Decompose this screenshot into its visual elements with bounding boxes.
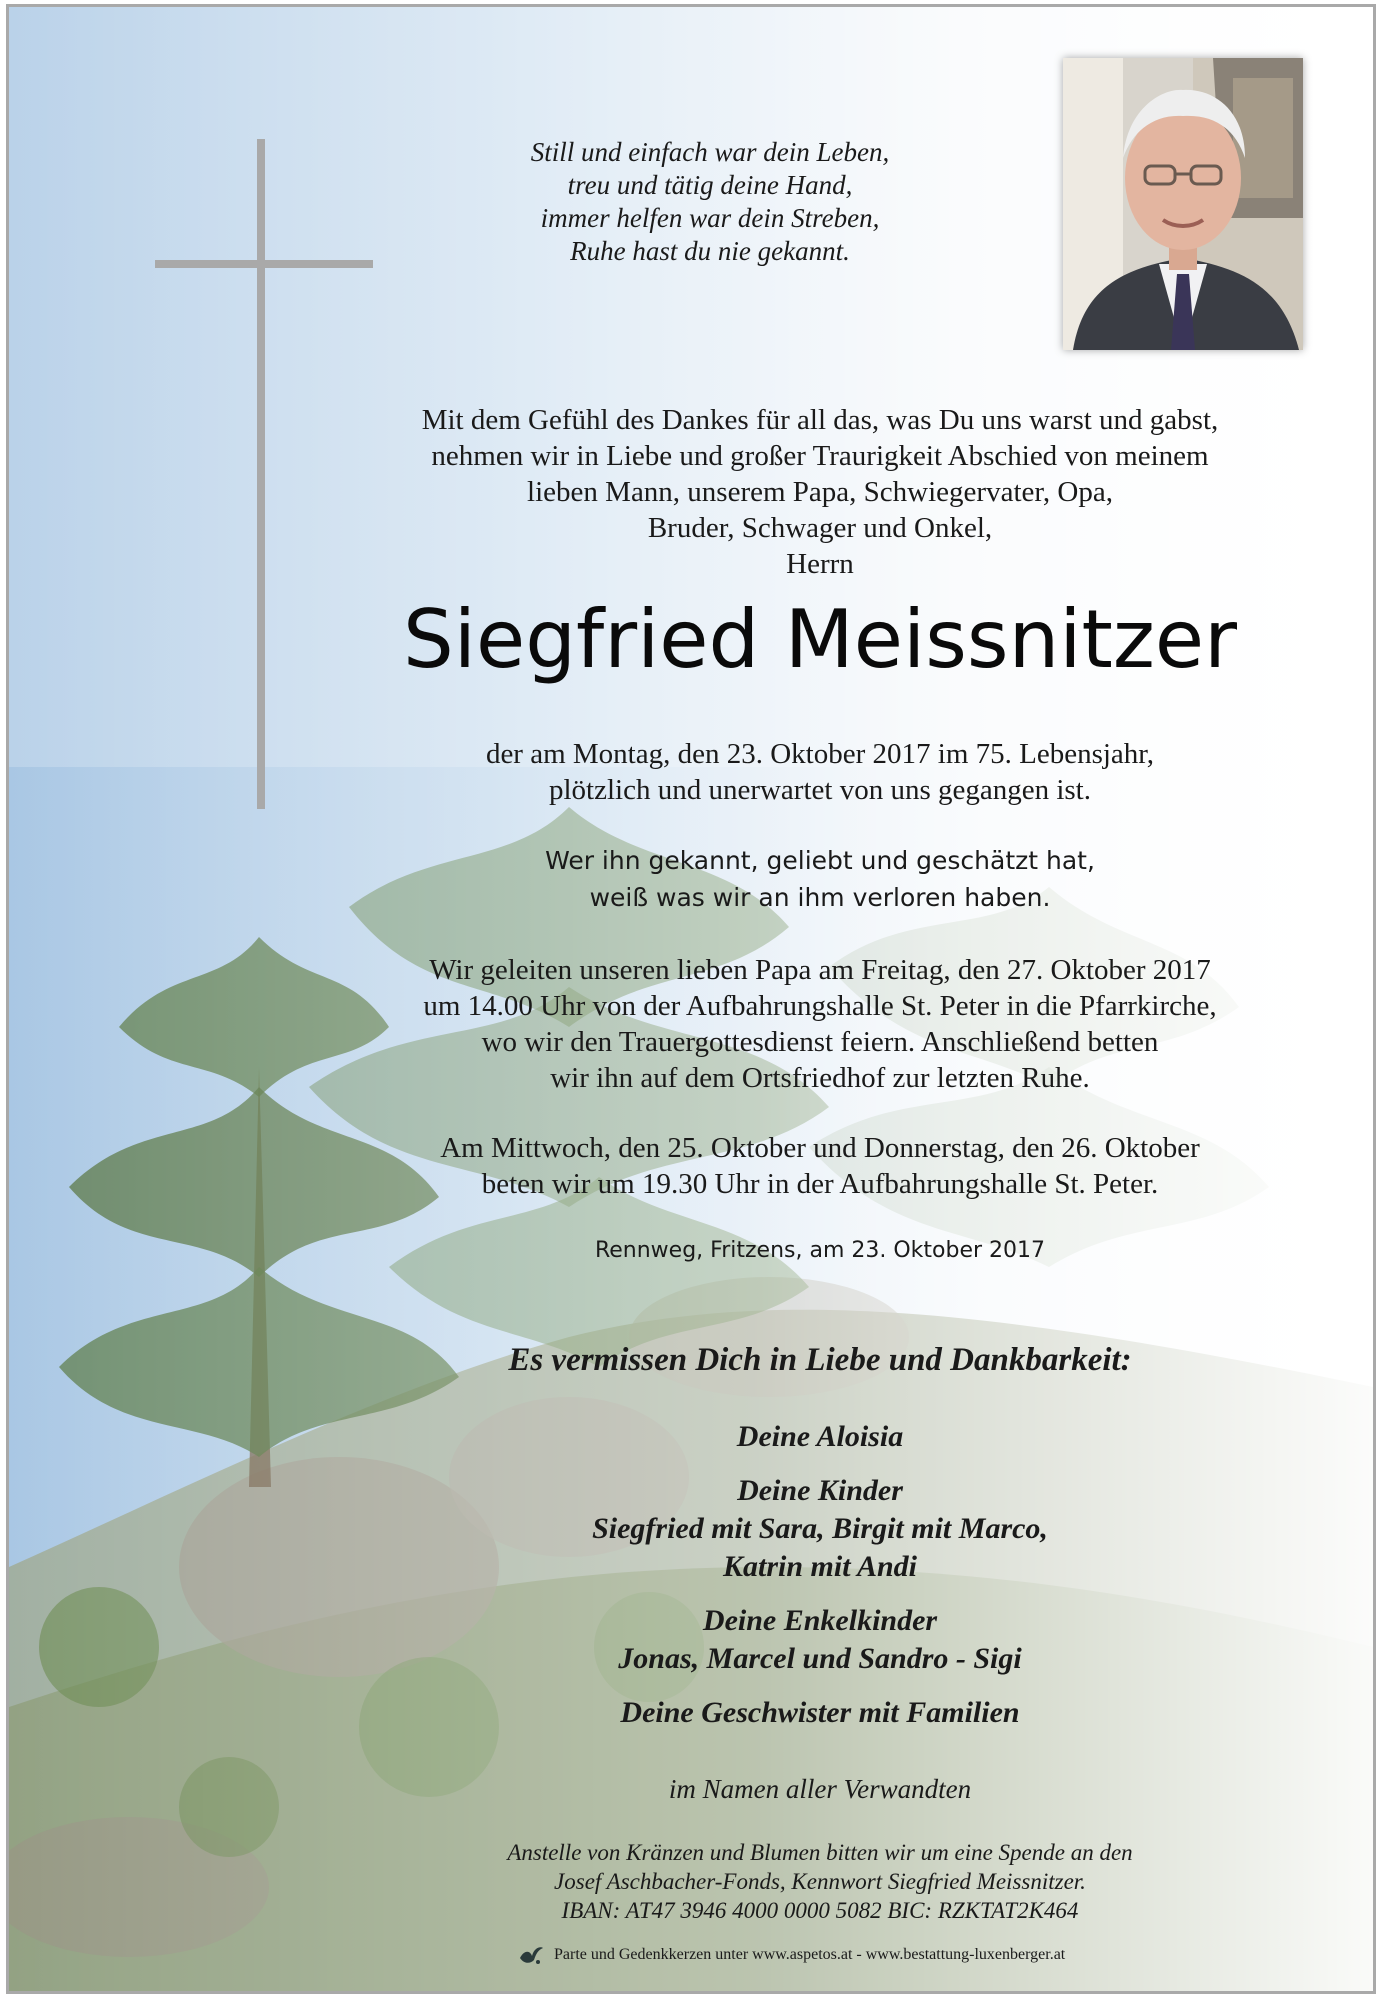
prayer-details [300, 1130, 1340, 1202]
deceased-name: Siegfried Meissnitzer [403, 593, 1237, 686]
quote-line: Wer ihn gekannt, geliebt und geschätzt hat, [545, 846, 1095, 875]
intro-text [300, 402, 1340, 582]
funeral-details [300, 952, 1340, 1096]
poem-line: Still und einfach war dein Leben, [530, 137, 890, 167]
prayer-line: beten wir um 19.30 Uhr in der Aufbahrungshalle St. Peter. [481, 1168, 1159, 1200]
donation-line: Josef Aschbacher-Fonds, Kennwort Siegfried Meissnitzer. [554, 1869, 1086, 1894]
prayer-line: Am Mittwoch, den 25. Oktober und Donnerstag, den 26. Oktober [440, 1132, 1200, 1164]
poem-line: Ruhe hast du nie gekannt. [570, 236, 850, 266]
mourner-group [300, 1418, 1340, 1456]
footer-text: Parte und Gedenkkerzen unter www.aspetos.at - www.bestattung-luxenberger.at [554, 1946, 1066, 1963]
mourner-group [300, 1472, 1340, 1586]
place-date: Rennweg, Fritzens, am 23. Oktober 2017 [594, 1238, 1046, 1263]
mourner-line: Siegfried mit Sara, Birgit mit Marco, [592, 1512, 1048, 1545]
donation-line: IBAN: AT47 3946 4000 0000 5082 BIC: RZKTAT2K464 [561, 1898, 1079, 1923]
funeral-line: Wir geleiten unseren lieben Papa am Freitag, den 27. Oktober 2017 [429, 954, 1211, 986]
intro-line: Herrn [786, 548, 854, 580]
poem [440, 136, 980, 268]
mourner-line: Jonas, Marcel und Sandro - Sigi [618, 1642, 1022, 1675]
poem-line: immer helfen war dein Streben, [540, 203, 880, 233]
funeral-line: um 14.00 Uhr von der Aufbahrungshalle St. Peter in die Pfarrkirche, [423, 990, 1217, 1022]
funeral-line: wo wir den Trauergottesdienst feiern. Anschließend betten [481, 1026, 1159, 1058]
mourner-line: Deine Aloisia [736, 1420, 904, 1453]
death-line: plötzlich und unerwartet von uns gegangen ist. [548, 774, 1091, 806]
poem-line: treu und tätig deine Hand, [567, 170, 853, 200]
mourners-list [300, 1418, 1340, 1748]
donation-line: Anstelle von Kränzen und Blumen bitten wir um eine Spende an den [507, 1840, 1133, 1865]
portrait-photo [1063, 58, 1303, 350]
cross-bar [155, 260, 373, 268]
funeral-line: wir ihn auf dem Ortsfriedhof zur letzten Ruhe. [550, 1062, 1090, 1094]
mourner-group [300, 1602, 1340, 1678]
cross-icon [257, 139, 265, 809]
footer [518, 1944, 1218, 1966]
death-line: der am Montag, den 23. Oktober 2017 im 75. Lebensjahr, [485, 738, 1155, 770]
intro-line: Bruder, Schwager und Onkel, [647, 512, 993, 544]
quote [300, 842, 1340, 916]
intro-line: nehmen wir in Liebe und großer Traurigkeit Abschied von meinem [431, 440, 1209, 472]
mourners-heading: Es vermissen Dich in Liebe und Dankbarkeit: [508, 1342, 1132, 1378]
quote-line: weiß was wir an ihm verloren haben. [589, 883, 1051, 912]
intro-line: Mit dem Gefühl des Dankes für all das, was Du uns warst und gabst, [421, 404, 1219, 436]
mourner-line: Deine Kinder [737, 1474, 903, 1507]
mourner-line: Deine Enkelkinder [702, 1604, 938, 1637]
mourner-group [300, 1694, 1340, 1732]
relatives-note: im Namen aller Verwandten [668, 1774, 972, 1804]
mourner-line: Deine Geschwister mit Familien [620, 1696, 1020, 1729]
death-notice [300, 736, 1340, 808]
mourner-line: Katrin mit Andi [723, 1550, 917, 1583]
intro-line: lieben Mann, unserem Papa, Schwiegervater, Opa, [527, 476, 1113, 508]
bird-icon [518, 1944, 544, 1966]
donation-note [300, 1838, 1340, 1925]
